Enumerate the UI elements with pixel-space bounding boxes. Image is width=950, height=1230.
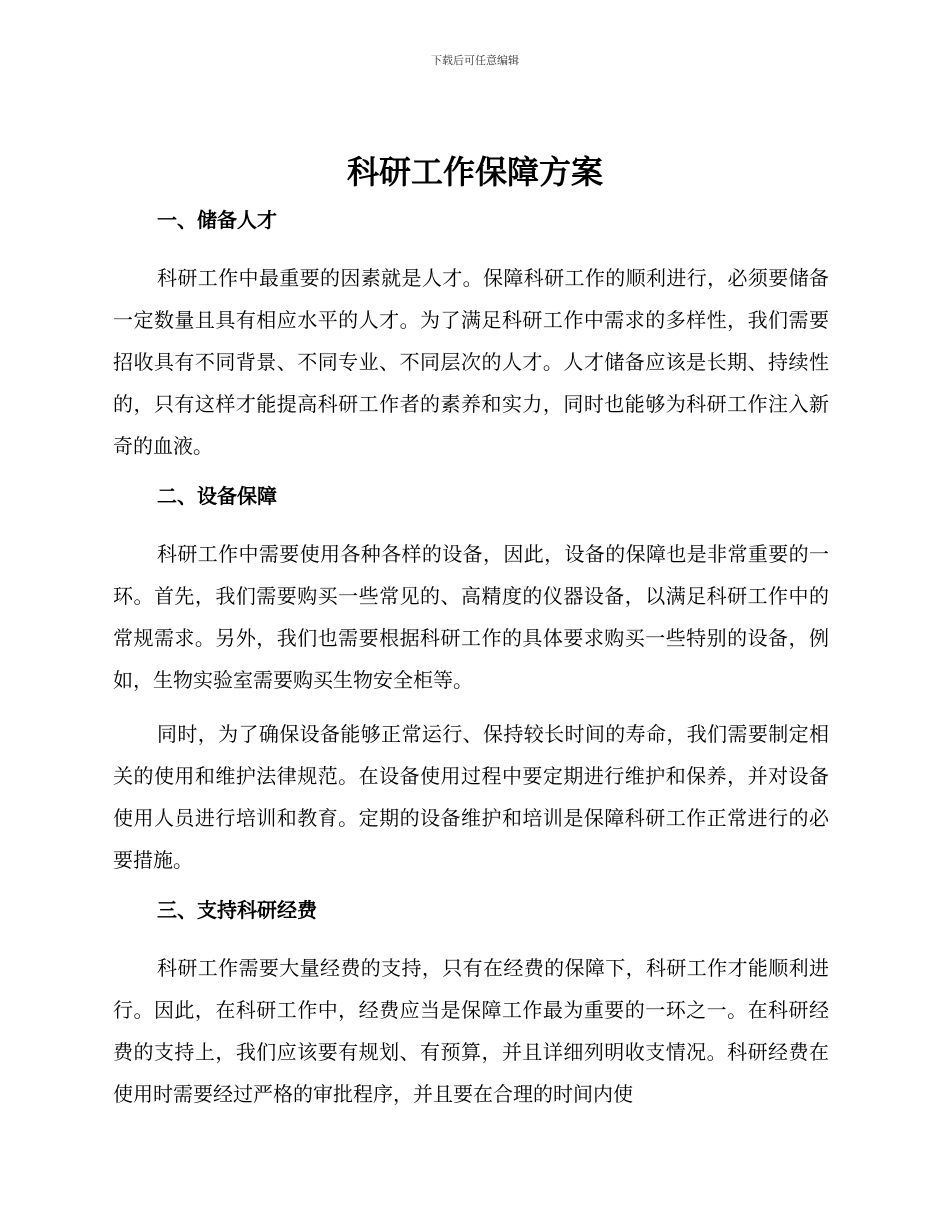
section-talent [113,203,829,479]
section-equipment [113,479,829,893]
section-funding [113,893,829,1115]
section-heading: 二、设备保障 [157,484,277,508]
paragraph: 科研工作中最重要的因素就是人才。保障科研工作的顺利进行，必须要储备一定数量且具有相应水平的人才。为了满足科研工作中需求的多样性，我们需要招收具有不同背景、不同专业、不同层次的人才。人才储备应该是长期、持续性的，只有这样才能提高科研工作者的素养和实力，同时也能够为科研工作注入新奇的血液。 [113,266,829,458]
document-title: 科研工作保障方案 [346,153,603,191]
page-header: 下载后可任意编辑 [431,54,519,67]
section-heading: 三、支持科研经费 [157,898,317,922]
document-body [113,203,829,1115]
paragraph: 科研工作需要大量经费的支持，只有在经费的保障下，科研工作才能顺利进行。因此，在科研工作中，经费应当是保障工作最为重要的一环之一。在科研经费的支持上，我们应该要有规划、有预算，并且详细列明收支情况。科研经费在使用时需要经过严格的审批程序，并且要在合理的时间内使 [113,956,829,1106]
paragraph: 科研工作中需要使用各种各样的设备，因此，设备的保障也是非常重要的一环。首先，我们需要购买一些常见的、高精度的仪器设备，以满足科研工作中的常规需求。另外，我们也需要根据科研工作的具体要求购买一些特别的设备，例如，生物实验室需要购买生物安全柜等。 [113,542,829,692]
section-heading: 一、储备人才 [157,208,277,232]
paragraph: 同时，为了确保设备能够正常运行、保持较长时间的寿命，我们需要制定相关的使用和维护法律规范。在设备使用过程中要定期进行维护和保养，并对设备使用人员进行培训和教育。定期的设备维护和培训是保障科研工作正常进行的必要措施。 [113,722,829,872]
